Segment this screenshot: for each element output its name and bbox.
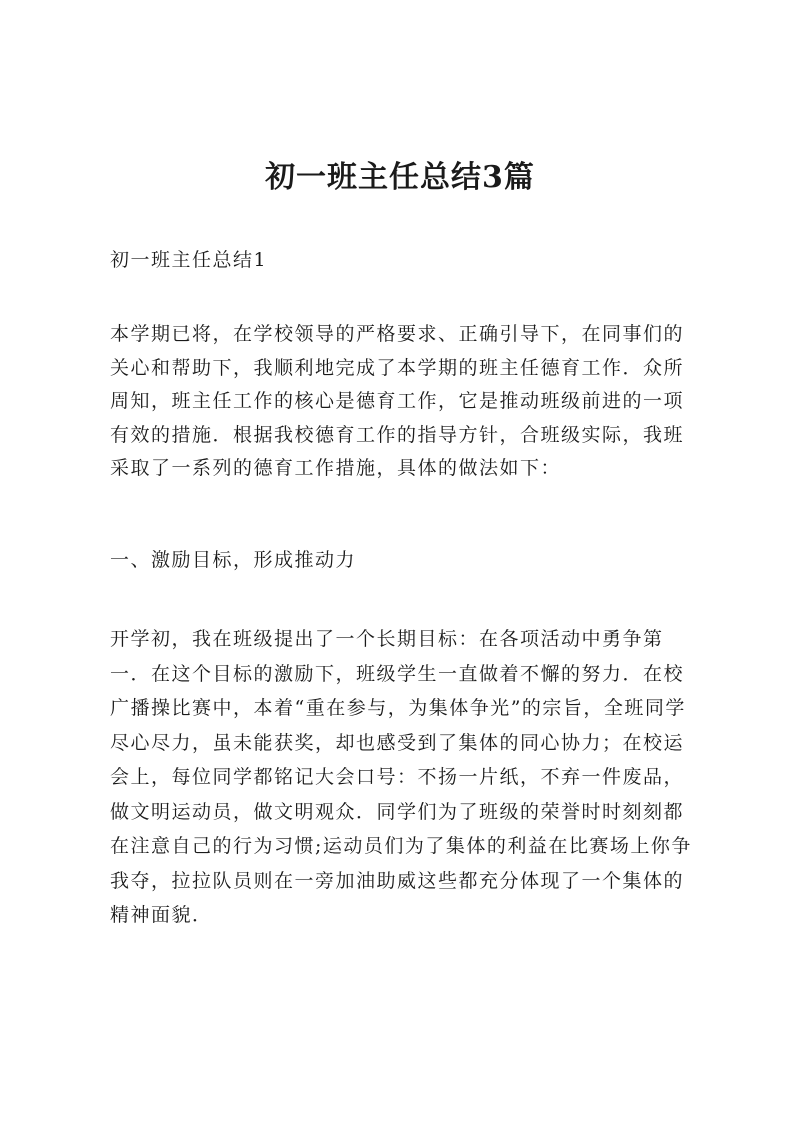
section-subtitle: 初一班主任总结1 [110,249,268,271]
paragraph-intro: 本学期已将，在学校领导的严格要求、正确引导下，在同事们的关心和帮助下，我顺利地完成了本学期的班主任德育工作．众所周知，班主任工作的核心是德育工作，它是推动班级前进的一项有效的措施．根据我校德育工作的指导方针，合班级实际，我班采取了一系列的德育工作措施，具体的做法如下： [110,323,685,479]
paragraph-motivation: 开学初，我在班级提出了一个长期目标：在各项活动中勇争第一．在这个目标的激励下，班级学生一直做着不懈的努力．在校广播操比赛中，本着“重在参与，为集体争光”的宗旨，全班同学尽心尽力，虽未能获奖，却也感受到了集体的同心协力；在校运会上，每位同学都铭记大会口号：不扬一片纸，不弃一件废品，做文明运动员，做文明观众．同学们为了班级的荣誉时时刻刻都在注意自己的行为习惯;运动员们为了集体的利益在比赛场上你争我夺，拉拉队员则在一旁加油助威这些都充分体现了一个集体的精神面貌． [110,628,692,926]
section-heading: 一、激励目标，形成推动力 [110,549,357,571]
document-title: 初一班主任总结3篇 [265,160,535,195]
